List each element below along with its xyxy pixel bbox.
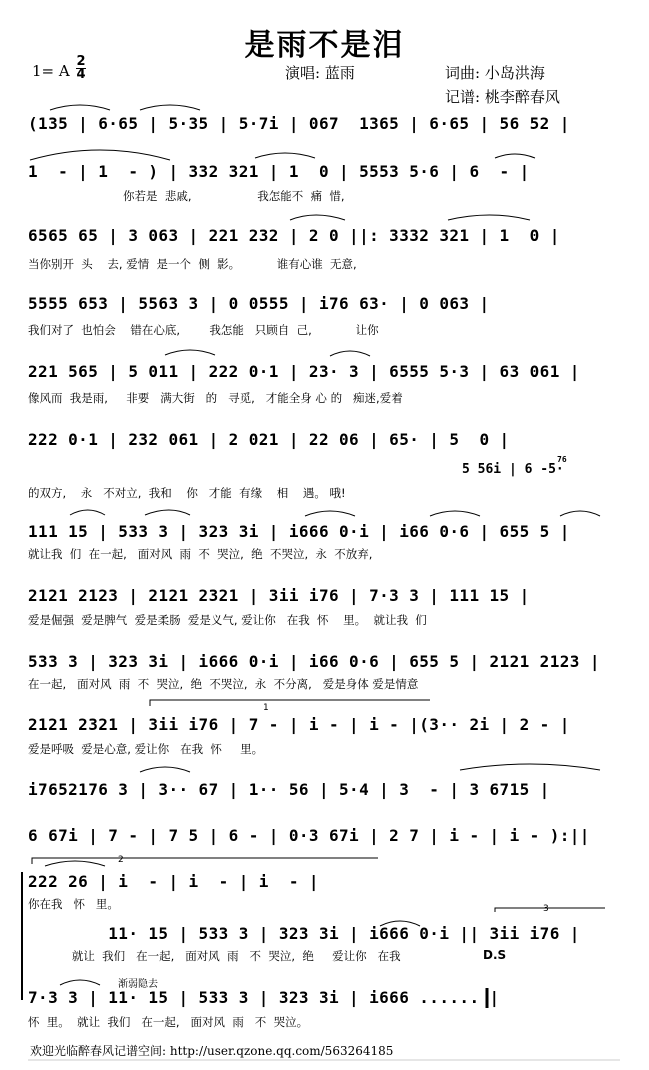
time-bottom: 4 (76, 67, 86, 82)
song-title: 是雨不是泪 (244, 28, 405, 63)
slur (380, 921, 420, 926)
slur (30, 150, 170, 160)
volta-1-bracket (150, 700, 430, 706)
staff-lyrics: 爱是倔强 爱是脾气 爱是柔肠 爱是义气, 爱让你 在我 怀 里。 就让我 们 (28, 613, 427, 627)
staff-notes: 2121 2123 | 2121 2321 | 3ii i76 | 7·3 3 | 111 15 | (28, 586, 530, 605)
staff-notes: 111 15 | 533 3 | 323 3i | i666 0·i | i66 0·6 | 655 5 | (28, 522, 570, 541)
staff-lyrics: 就让 我们 在一起, 面对风 雨 不 哭泣, 绝 爱让你 在我 (28, 949, 401, 963)
slur (430, 511, 480, 516)
staff-notes: 6 67i | 7 - | 7 5 | 6 - | 0·3 67i | 2 7 | i - | i - ):|| (28, 826, 590, 845)
slur (330, 351, 370, 356)
staff-lyrics: 怀 里。 就让 我们 在一起, 面对风 雨 不 哭泣。 (28, 1015, 309, 1029)
staff-lyrics: 在一起, 面对风 雨 不 哭泣, 绝 不哭泣, 永 不分离, 爱是身体 爱是情意 (28, 677, 419, 691)
staff-lyrics: 爱是呼吸 爱是心意, 爱让你 在我 怀 里。 (28, 742, 264, 756)
footer-credit: 欢迎光临醉春风记谱空间: http://user.qzone.qq.com/563264185 (30, 1044, 394, 1058)
slur (495, 154, 535, 158)
sub-staff-notes: 5 56i | 6 -5· (462, 462, 564, 477)
staff-lyrics: 你在我 怀 里。 (28, 897, 119, 911)
staff-notes: 5555 653 | 5563 3 | 0 0555 | i76 63· | 0 063 | (28, 294, 490, 313)
slur (165, 350, 215, 355)
slur (448, 215, 530, 220)
staff-lyrics: 你若是 悲戚, 我怎能不 痛 惜, (28, 189, 345, 203)
slur (560, 511, 600, 516)
slur (145, 510, 190, 515)
slur (70, 510, 105, 515)
transcriber-credit: 记谱: 桃李醉春风 (445, 88, 560, 106)
staff-lyrics: 就让我 们 在一起, 面对风 雨 不 哭泣, 绝 不哭泣, 永 不放弃, (28, 547, 373, 561)
staff-notes: 2121 2321 | 3ii i76 | 7 - | i - | i - |(3·· 2i | 2 - | (28, 715, 570, 734)
singer-credit: 演唱: 蓝雨 (285, 64, 355, 82)
composer-credit: 词曲: 小岛洪海 (445, 64, 545, 82)
staff-notes: 1 - | 1 - ) | 332 321 | 1 0 | 5553 5·6 | 6 - | (28, 162, 530, 181)
slur (140, 105, 200, 110)
staff-lyrics: 当你别开 头 去, 爱情 是一个 侧 影。 谁有心谁 无意, (28, 257, 357, 271)
staff-notes: 11· 15 | 533 3 | 323 3i | i666 0·i || 3ii i76 | (28, 924, 580, 943)
staff-lyrics: 像风而 我是雨, 非要 满大街 的 寻觅, 才能全身 心 的 痴迷,爱着 (28, 391, 403, 405)
grace-notes: 76 (557, 455, 567, 464)
staff-lyrics: 我们对了 也怕会 错在心底, 我怎能 只顾自 己, 让你 (28, 323, 379, 337)
slur (45, 861, 105, 866)
staff-notes: 221 565 | 5 011 | 222 0·1 | 23· 3 | 6555 5·3 | 63 061 | (28, 362, 580, 381)
volta-1-label: 1 (263, 703, 269, 713)
staff-notes: 7·3 3 | 11· 15 | 533 3 | 323 3i | i666 ...... | (28, 988, 500, 1007)
slur (60, 980, 100, 985)
volta-2-label: 2 (118, 855, 124, 865)
time-top: 2 (76, 54, 86, 69)
slur (140, 767, 190, 772)
slur (305, 511, 355, 516)
slur (460, 764, 600, 770)
sub-staff-lyrics: 的双方, 永 不对立, 我和 你 才能 有缘 相 遇。 哦! (28, 486, 346, 500)
staff-notes: 222 26 | i - | i - | i - | (28, 872, 319, 891)
triplet-bracket (495, 908, 605, 912)
dal-segno-marking: D.S (483, 948, 507, 962)
slur (255, 153, 315, 158)
staff-notes: 222 0·1 | 232 061 | 2 021 | 22 06 | 65· | 5 0 | (28, 430, 510, 449)
staff-notes: (135 | 6·65 | 5·35 | 5·7i | 067 1365 | 6·65 | 56 52 | (28, 114, 570, 133)
key-signature: 1= A (32, 62, 70, 80)
slur (290, 215, 345, 220)
fade-out-marking: 渐弱隐去 (118, 979, 158, 990)
staff-notes: 6565 65 | 3 063 | 221 232 | 2 0 ||: 3332 321 | 1 0 | (28, 226, 560, 245)
slur (50, 105, 110, 110)
triplet-label: 3 (543, 904, 549, 914)
staff-notes: 533 3 | 323 3i | i666 0·i | i66 0·6 | 655 5 | 2121 2123 | (28, 652, 600, 671)
staff-notes: i7652176 3 | 3·· 67 | 1·· 56 | 5·4 | 3 - | 3 6715 | (28, 780, 550, 799)
